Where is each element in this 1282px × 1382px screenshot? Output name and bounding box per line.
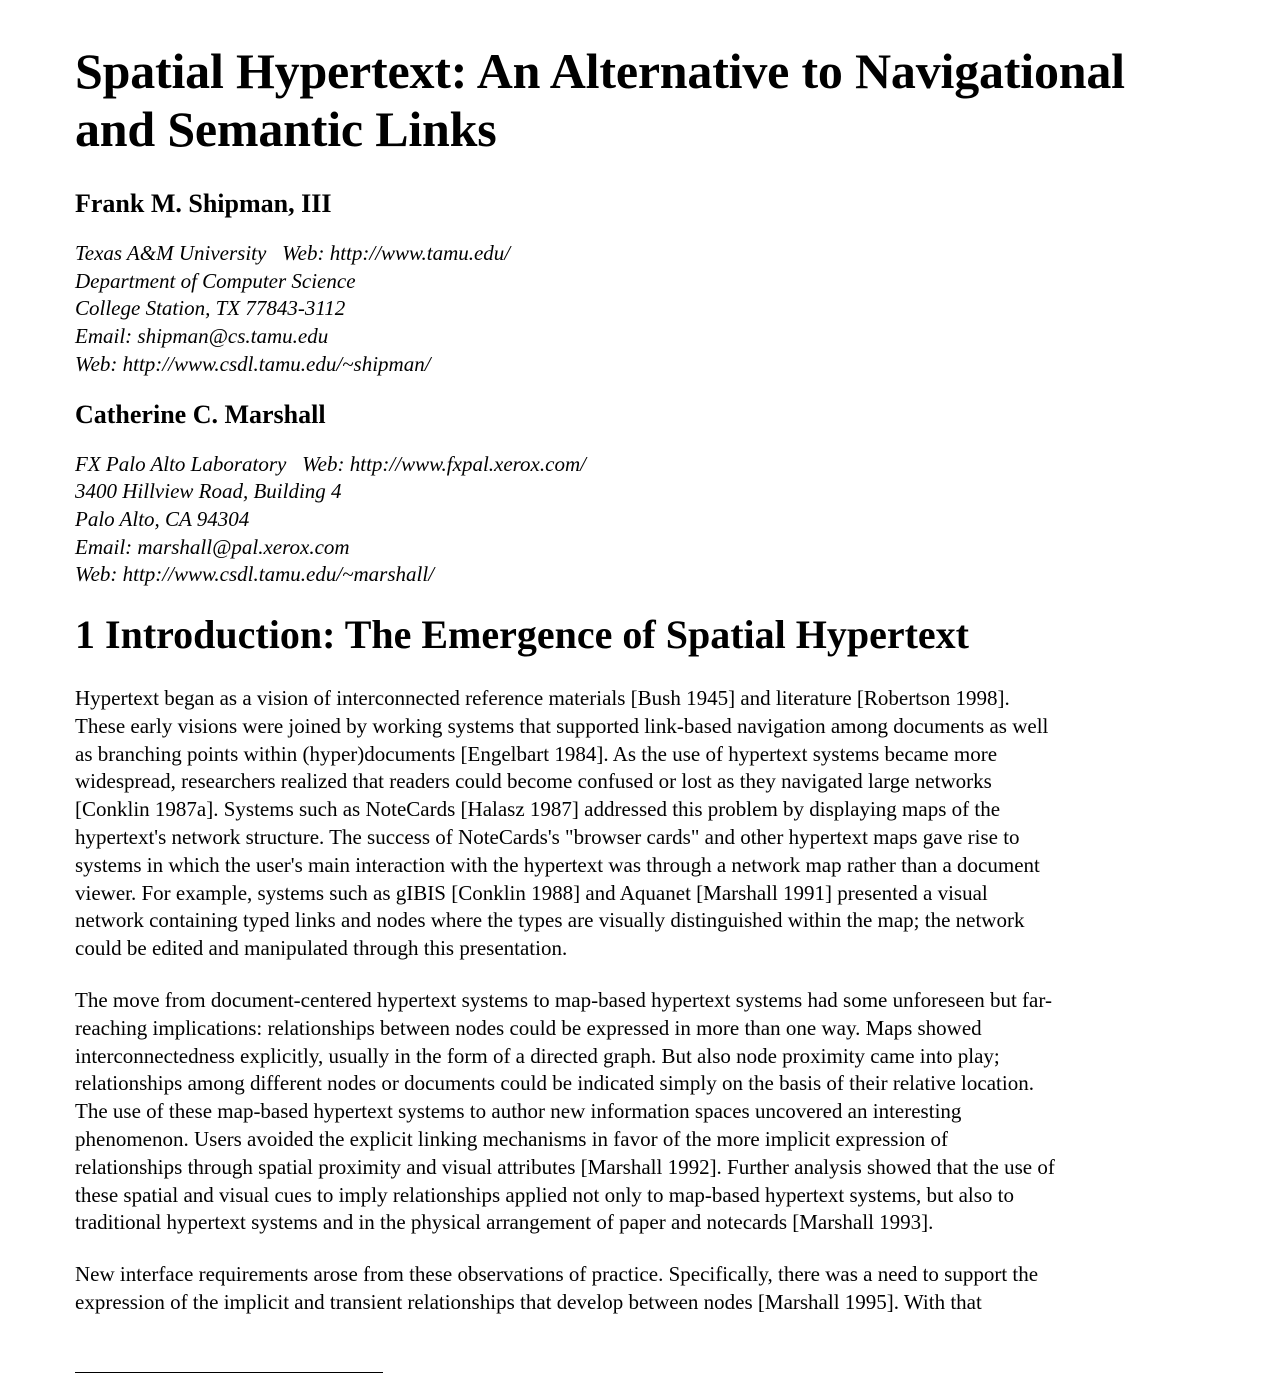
paragraph-line: The move from document-centered hypertext systems to map-based hypertext systems had some unforeseen but far- [75, 988, 1052, 1012]
author-name: Catherine C. Marshall [75, 399, 326, 429]
affiliation-email: Email: marshall@pal.xerox.com [75, 534, 350, 559]
paragraph-line: these spatial and visual cues to imply relationships applied not only to map-based hypertext systems, but also to [75, 1182, 1015, 1207]
paragraph-line: hypertext's network structure. The success of NoteCards's "browser cards" and other hypertext maps gave rise to [75, 825, 1020, 850]
author-block [75, 188, 1195, 379]
paragraph-line: expression of the implicit and transient relationships that develop between nodes [Marshall 1995]. With that [75, 1289, 982, 1314]
affiliation-line: 3400 Hillview Road, Building 4 [75, 479, 342, 504]
affiliation-email: Email: shipman@cs.tamu.edu [75, 324, 329, 349]
section-heading: 1 Introduction: The Emergence of Spatial Hypertext [75, 612, 970, 658]
affiliation-line: Texas A&M University Web: http://www.tamu.edu/ [75, 241, 511, 265]
paragraph-line: systems in which the user's main interaction with the hypertext was through a network map rather than a document [75, 852, 1040, 877]
paragraph-line: network containing typed links and nodes where the types are visually distinguished within the map; the network [75, 908, 1025, 933]
paragraph-line: interconnectedness explicitly, usually in the form of a directed graph. But also node proximity came into play; [75, 1043, 1000, 1068]
author-affiliation [75, 451, 1195, 590]
paragraph-line: traditional hypertext systems and in the physical arrangement of paper and notecards [Marshall 1993]. [75, 1210, 934, 1235]
paragraph-line: [Conklin 1987a]. Systems such as NoteCards [Halasz 1987] addressed this problem by displaying maps of the [75, 797, 1001, 822]
paper-title [75, 42, 1195, 158]
author-block [75, 399, 1195, 590]
paragraph-line: viewer. For example, systems such as gIBIS [Conklin 1988] and Aquanet [Marshall 1991] presented a visual [75, 880, 988, 905]
affiliation-line: FX Palo Alto Laboratory Web: http://www.fxpal.xerox.com/ [75, 451, 586, 476]
paragraph-line: These early visions were joined by working systems that supported link-based navigation among documents as well [75, 713, 1049, 738]
author-name: Frank M. Shipman, III [75, 189, 332, 218]
author-affiliation [75, 240, 1195, 379]
affiliation-line: Palo Alto, CA 94304 [75, 506, 250, 531]
paragraph-line: relationships through spatial proximity and visual attributes [Marshall 1992]. Further analysis showed that the use of [75, 1154, 1055, 1179]
affiliation-line: Department of Computer Science [75, 268, 356, 293]
paper-page [75, 42, 1195, 1317]
title-line: and Semantic Links [75, 101, 497, 157]
affiliation-web: Web: http://www.csdl.tamu.edu/~marshall/ [75, 562, 435, 587]
footnote-separator [75, 1372, 383, 1373]
paragraph-line: Hypertext began as a vision of interconnected reference materials [Bush 1945] and literature [Robertson 1998]. [75, 686, 1010, 711]
affiliation-web: Web: http://www.csdl.tamu.edu/~shipman/ [75, 351, 431, 376]
paragraph-line: New interface requirements arose from these observations of practice. Specifically, there was a need to support the [75, 1262, 1039, 1287]
paragraph-line: widespread, researchers realized that readers could become confused or lost as they navigated large networks [75, 769, 992, 794]
title-line: Spatial Hypertext: An Alternative to Navigational [75, 43, 1125, 99]
paragraph-line: phenomenon. Users avoided the explicit linking mechanisms in favor of the more implicit expression of [75, 1126, 949, 1151]
paragraph-line: relationships among different nodes or documents could be indicated simply on the basis of their relative location. [75, 1071, 1034, 1096]
body-paragraph [75, 685, 1195, 963]
body-paragraph [75, 987, 1195, 1237]
paragraph-line: The use of these map-based hypertext systems to author new information spaces uncovered an interesting [75, 1099, 962, 1124]
body-paragraph [75, 1261, 1195, 1317]
paragraph-line: reaching implications: relationships between nodes could be expressed in more than one way. Maps showed [75, 1015, 982, 1040]
paragraph-line: could be edited and manipulated through this presentation. [75, 936, 568, 961]
paragraph-line: as branching points within (hyper)documents [Engelbart 1984]. As the use of hypertext systems became more [75, 741, 998, 766]
affiliation-line: College Station, TX 77843-3112 [75, 296, 346, 321]
